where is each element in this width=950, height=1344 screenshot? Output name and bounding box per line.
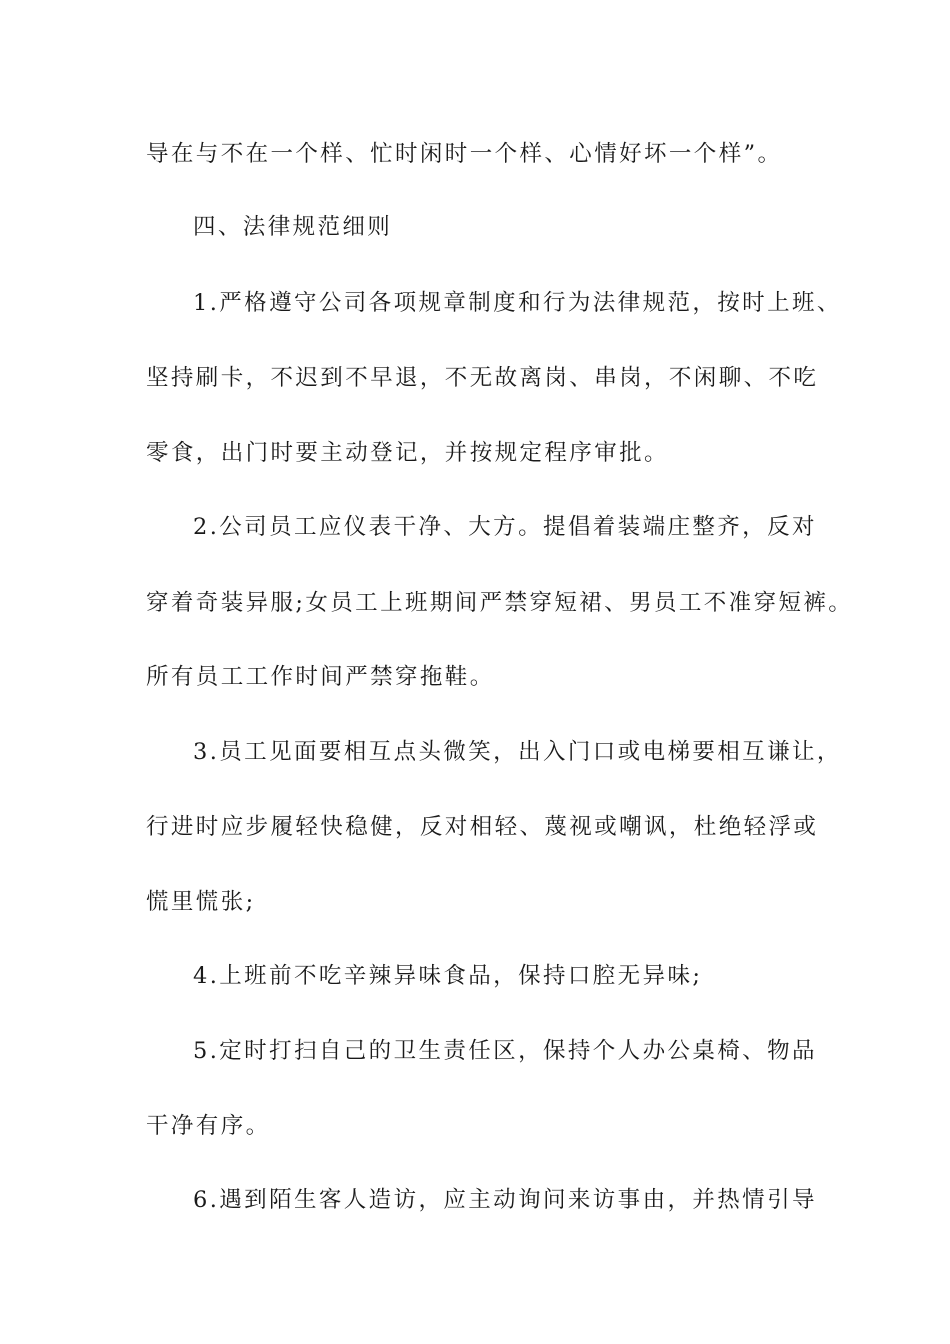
section-heading: 四、法律规范细则 (193, 214, 393, 240)
paragraph-line: 坚持刷卡，不迟到不早退，不无故离岗、串岗，不闲聊、不吃 (146, 365, 819, 391)
paragraph-line: 干净有序。 (146, 1113, 271, 1139)
paragraph-line: 行进时应步履轻快稳健，反对相轻、蔑视或嘲讽，杜绝轻浮或 (146, 814, 819, 840)
paragraph-line: 慌里慌张; (146, 889, 256, 915)
paragraph-line: 导在与不在一个样、忙时闲时一个样、心情好坏一个样”。 (146, 141, 783, 167)
paragraph-line: 1.严格遵守公司各项规章制度和行为法律规范，按时上班、 (193, 290, 842, 316)
paragraph-line: 3.员工见面要相互点头微笑，出入门口或电梯要相互谦让， (193, 739, 842, 765)
paragraph-line: 2.公司员工应仪表干净、大方。提倡着装端庄整齐，反对 (193, 514, 817, 540)
paragraph-line: 6.遇到陌生客人造访，应主动询问来访事由，并热情引导 (193, 1187, 817, 1213)
paragraph-line: 5.定时打扫自己的卫生责任区，保持个人办公桌椅、物品 (193, 1038, 817, 1064)
paragraph-line: 4.上班前不吃辛辣异味食品，保持口腔无异味; (193, 963, 703, 989)
paragraph-line: 穿着奇装异服;女员工上班期间严禁穿短裙、男员工不准穿短裤。 (146, 590, 854, 616)
paragraph-line: 零食，出门时要主动登记，并按规定程序审批。 (146, 440, 669, 466)
paragraph-line: 所有员工工作时间严禁穿拖鞋。 (146, 664, 495, 690)
